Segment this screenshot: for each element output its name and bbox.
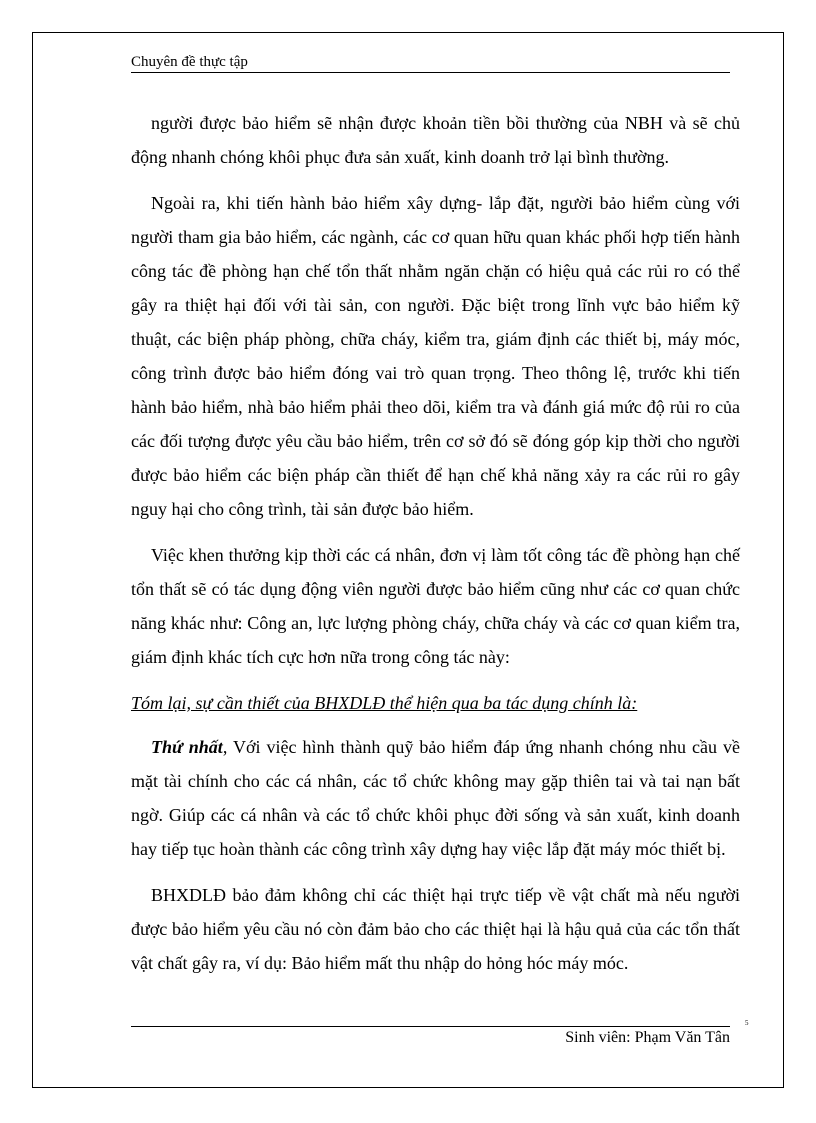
paragraph-last: BHXDLĐ bảo đảm không chỉ các thiệt hại trực tiếp về vật chất mà nếu người được bảo hiểm yêu cầu nó còn đảm bảo cho các thiệt hại là hậu quả của các tổn thất vật chất gây ra, ví dụ: Bảo hiểm mất thu nhập do hỏng hóc máy móc.: [131, 885, 740, 973]
paragraph-first-point: [131, 730, 740, 866]
paragraph-2: Ngoài ra, khi tiến hành bảo hiểm xây dựng- lắp đặt, người bảo hiểm cùng với người tham gia bảo hiểm, các ngành, các cơ quan hữu quan khác phối hợp tiến hành công tác đề phòng hạn chế tổn thất nhằm ngăn chặn có hiệu quả các rủi ro có thể gây ra thiệt hại đối với tài sản, con người. Đặc biệt trong lĩnh vực bảo hiểm kỹ thuật, các biện pháp phòng, chữa cháy, kiểm tra, giám định các thiết bị, máy móc, công trình được bảo hiểm đóng vai trò quan trọng. Theo thông lệ, trước khi tiến hành bảo hiểm, nhà bảo hiểm phải theo dõi, kiểm tra và đánh giá mức độ rủi ro của các đối tượng được yêu cầu bảo hiểm, trên cơ sở đó sẽ đóng góp kịp thời cho người được bảo hiểm các biện pháp cần thiết để hạn chế khả năng xảy ra các rủi ro gây nguy hại cho công trình, tài sản được bảo hiểm.: [131, 193, 740, 519]
document-body: [131, 106, 740, 992]
header-title: Chuyên đề thực tập: [131, 54, 248, 70]
header-divider: [131, 72, 730, 73]
footer-student: Sinh viên: Phạm Văn Tân: [565, 1029, 730, 1046]
page-number: 5: [745, 1019, 749, 1027]
paragraph-1: người được bảo hiểm sẽ nhận được khoản tiền bồi thường của NBH và sẽ chủ động nhanh chóng khôi phục đưa sản xuất, kinh doanh trở lại bình thường.: [131, 113, 740, 167]
conclusion-heading: Tóm lại, sự cần thiết của BHXDLĐ thể hiện qua ba tác dụng chính là:: [131, 693, 638, 713]
footer-divider: [131, 1026, 730, 1027]
first-point-text: , Với việc hình thành quỹ bảo hiểm đáp ứng nhanh chóng nhu cầu về mặt tài chính cho các cá nhân, các tổ chức không may gặp thiên tai và tai nạn bất ngờ. Giúp các cá nhân và các tổ chức khôi phục đời sống và sản xuất, kinh doanh hay tiếp tục hoàn thành các công trình xây dựng hay việc lắp đặt máy móc thiết bị.: [131, 737, 741, 859]
paragraph-3: Việc khen thưởng kịp thời các cá nhân, đơn vị làm tốt công tác đề phòng hạn chế tổn thất sẽ có tác dụng động viên người được bảo hiểm cũng như các cơ quan chức năng khác như: Công an, lực lượng phòng cháy, chữa cháy và các cơ quan kiểm tra, giám định khác tích cực hơn nữa trong công tác này:: [131, 545, 740, 667]
first-point-label: Thứ nhất: [151, 737, 223, 757]
